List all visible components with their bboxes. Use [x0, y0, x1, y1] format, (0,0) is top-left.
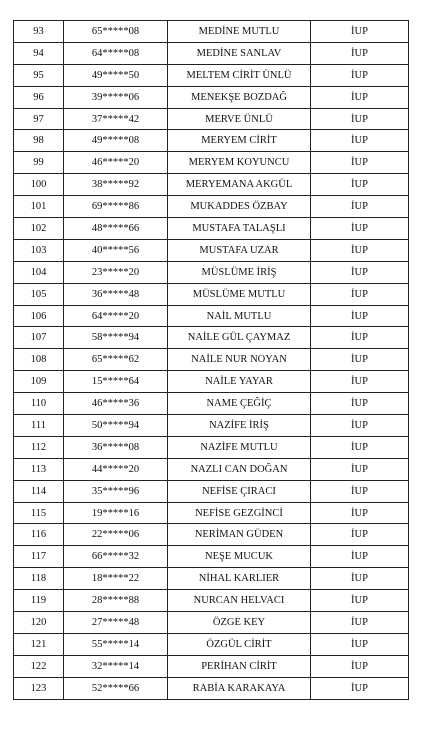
name-cell: MERVE ÜNLÜ [168, 108, 311, 130]
masked-id-cell: 55*****14 [64, 633, 168, 655]
program-cell: İUP [311, 174, 409, 196]
table-row [14, 458, 409, 480]
name-cell: RABİA KARAKAYA [168, 677, 311, 699]
program-cell: İUP [311, 64, 409, 86]
name-cell: MERYEM KOYUNCU [168, 152, 311, 174]
beneficiary-table [13, 20, 409, 700]
name-cell: NEFİSE GEZGİNCİ [168, 502, 311, 524]
program-cell: İUP [311, 655, 409, 677]
program-cell: İUP [311, 415, 409, 437]
table-row [14, 415, 409, 437]
masked-id-cell: 44*****20 [64, 458, 168, 480]
table-row [14, 393, 409, 415]
name-cell: MUKADDES ÖZBAY [168, 196, 311, 218]
program-cell: İUP [311, 42, 409, 64]
name-cell: MÜSLÜME İRİŞ [168, 261, 311, 283]
row-number-cell: 108 [14, 349, 64, 371]
table-row [14, 218, 409, 240]
table-row [14, 196, 409, 218]
masked-id-cell: 65*****62 [64, 349, 168, 371]
masked-id-cell: 15*****64 [64, 371, 168, 393]
row-number-cell: 94 [14, 42, 64, 64]
row-number-cell: 98 [14, 130, 64, 152]
table-row [14, 305, 409, 327]
name-cell: MEDİNE SANLAV [168, 42, 311, 64]
program-cell: İUP [311, 590, 409, 612]
row-number-cell: 121 [14, 633, 64, 655]
row-number-cell: 96 [14, 86, 64, 108]
name-cell: NAZİFE İRİŞ [168, 415, 311, 437]
masked-id-cell: 18*****22 [64, 568, 168, 590]
name-cell: PERİHAN CİRİT [168, 655, 311, 677]
table-row [14, 64, 409, 86]
name-cell: NİHAL KARLIER [168, 568, 311, 590]
masked-id-cell: 38*****92 [64, 174, 168, 196]
name-cell: NAİLE NUR NOYAN [168, 349, 311, 371]
name-cell: NAİLE YAYAR [168, 371, 311, 393]
name-cell: MUSTAFA TALAŞLI [168, 218, 311, 240]
row-number-cell: 114 [14, 480, 64, 502]
table-row [14, 480, 409, 502]
table-row [14, 502, 409, 524]
row-number-cell: 115 [14, 502, 64, 524]
program-cell: İUP [311, 283, 409, 305]
masked-id-cell: 46*****20 [64, 152, 168, 174]
row-number-cell: 118 [14, 568, 64, 590]
table-row [14, 283, 409, 305]
program-cell: İUP [311, 393, 409, 415]
program-cell: İUP [311, 349, 409, 371]
program-cell: İUP [311, 480, 409, 502]
program-cell: İUP [311, 458, 409, 480]
masked-id-cell: 49*****50 [64, 64, 168, 86]
row-number-cell: 117 [14, 546, 64, 568]
row-number-cell: 93 [14, 21, 64, 43]
row-number-cell: 119 [14, 590, 64, 612]
name-cell: MÜSLÜME MUTLU [168, 283, 311, 305]
masked-id-cell: 19*****16 [64, 502, 168, 524]
masked-id-cell: 69*****86 [64, 196, 168, 218]
row-number-cell: 111 [14, 415, 64, 437]
table-row [14, 174, 409, 196]
program-cell: İUP [311, 86, 409, 108]
masked-id-cell: 40*****56 [64, 239, 168, 261]
table-row [14, 130, 409, 152]
table-row [14, 633, 409, 655]
table-row [14, 349, 409, 371]
program-cell: İUP [311, 546, 409, 568]
row-number-cell: 105 [14, 283, 64, 305]
program-cell: İUP [311, 327, 409, 349]
name-cell: ÖZGE KEY [168, 612, 311, 634]
row-number-cell: 109 [14, 371, 64, 393]
table-row [14, 436, 409, 458]
table-row [14, 42, 409, 64]
program-cell: İUP [311, 261, 409, 283]
table-row [14, 239, 409, 261]
program-cell: İUP [311, 612, 409, 634]
table-row [14, 590, 409, 612]
name-cell: NURCAN HELVACI [168, 590, 311, 612]
name-cell: NAİLE GÜL ÇAYMAZ [168, 327, 311, 349]
program-cell: İUP [311, 633, 409, 655]
masked-id-cell: 22*****06 [64, 524, 168, 546]
name-cell: NEŞE MUCUK [168, 546, 311, 568]
name-cell: ÖZGÜL CİRİT [168, 633, 311, 655]
name-cell: NAME ÇEĞİÇ [168, 393, 311, 415]
program-cell: İUP [311, 568, 409, 590]
row-number-cell: 95 [14, 64, 64, 86]
row-number-cell: 107 [14, 327, 64, 349]
table-row [14, 568, 409, 590]
table-body [14, 21, 409, 700]
masked-id-cell: 39*****06 [64, 86, 168, 108]
masked-id-cell: 37*****42 [64, 108, 168, 130]
masked-id-cell: 52*****66 [64, 677, 168, 699]
table-row [14, 546, 409, 568]
row-number-cell: 116 [14, 524, 64, 546]
table-row [14, 655, 409, 677]
row-number-cell: 123 [14, 677, 64, 699]
program-cell: İUP [311, 152, 409, 174]
table-row [14, 327, 409, 349]
row-number-cell: 99 [14, 152, 64, 174]
masked-id-cell: 36*****48 [64, 283, 168, 305]
program-cell: İUP [311, 677, 409, 699]
masked-id-cell: 36*****08 [64, 436, 168, 458]
name-cell: NAİL MUTLU [168, 305, 311, 327]
masked-id-cell: 49*****08 [64, 130, 168, 152]
program-cell: İUP [311, 218, 409, 240]
masked-id-cell: 66*****32 [64, 546, 168, 568]
row-number-cell: 100 [14, 174, 64, 196]
masked-id-cell: 65*****08 [64, 21, 168, 43]
program-cell: İUP [311, 305, 409, 327]
table-row [14, 371, 409, 393]
row-number-cell: 101 [14, 196, 64, 218]
row-number-cell: 112 [14, 436, 64, 458]
name-cell: MERYEMANA AKGÜL [168, 174, 311, 196]
masked-id-cell: 23*****20 [64, 261, 168, 283]
table-row [14, 108, 409, 130]
masked-id-cell: 50*****94 [64, 415, 168, 437]
program-cell: İUP [311, 239, 409, 261]
masked-id-cell: 64*****20 [64, 305, 168, 327]
masked-id-cell: 48*****66 [64, 218, 168, 240]
masked-id-cell: 35*****96 [64, 480, 168, 502]
program-cell: İUP [311, 371, 409, 393]
row-number-cell: 113 [14, 458, 64, 480]
name-cell: NAZİFE MUTLU [168, 436, 311, 458]
row-number-cell: 97 [14, 108, 64, 130]
masked-id-cell: 32*****14 [64, 655, 168, 677]
table-row [14, 152, 409, 174]
name-cell: NAZLI CAN DOĞAN [168, 458, 311, 480]
name-cell: MENEKŞE BOZDAĞ [168, 86, 311, 108]
masked-id-cell: 28*****88 [64, 590, 168, 612]
program-cell: İUP [311, 21, 409, 43]
row-number-cell: 102 [14, 218, 64, 240]
masked-id-cell: 27*****48 [64, 612, 168, 634]
program-cell: İUP [311, 524, 409, 546]
masked-id-cell: 58*****94 [64, 327, 168, 349]
row-number-cell: 110 [14, 393, 64, 415]
name-cell: MUSTAFA UZAR [168, 239, 311, 261]
row-number-cell: 122 [14, 655, 64, 677]
table-row [14, 677, 409, 699]
row-number-cell: 106 [14, 305, 64, 327]
row-number-cell: 103 [14, 239, 64, 261]
name-cell: MEDİNE MUTLU [168, 21, 311, 43]
row-number-cell: 104 [14, 261, 64, 283]
table-row [14, 261, 409, 283]
program-cell: İUP [311, 502, 409, 524]
row-number-cell: 120 [14, 612, 64, 634]
name-cell: MELTEM CİRİT ÜNLÜ [168, 64, 311, 86]
masked-id-cell: 46*****36 [64, 393, 168, 415]
program-cell: İUP [311, 196, 409, 218]
table-row [14, 86, 409, 108]
masked-id-cell: 64*****08 [64, 42, 168, 64]
name-cell: MERYEM CİRİT [168, 130, 311, 152]
table-row [14, 612, 409, 634]
program-cell: İUP [311, 436, 409, 458]
program-cell: İUP [311, 108, 409, 130]
table-row [14, 524, 409, 546]
name-cell: NEFİSE ÇIRACI [168, 480, 311, 502]
program-cell: İUP [311, 130, 409, 152]
table-row [14, 21, 409, 43]
name-cell: NERİMAN GÜDEN [168, 524, 311, 546]
